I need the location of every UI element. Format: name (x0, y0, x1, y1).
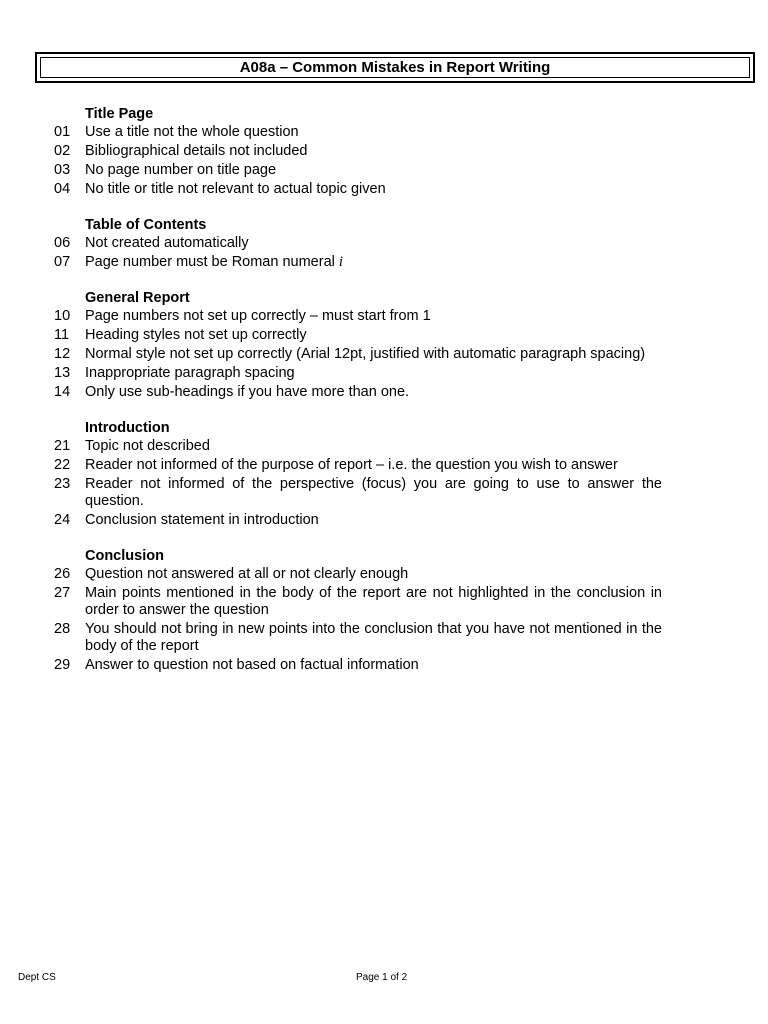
list-item (50, 327, 662, 344)
list-item (50, 346, 662, 363)
section-table-of-contents (50, 216, 662, 271)
document-title: A08a – Common Mistakes in Report Writing (40, 57, 750, 78)
footer-department: Dept CS (18, 972, 56, 983)
section-title-page (50, 105, 662, 198)
item-number: 26 (54, 566, 71, 582)
list-item (50, 657, 662, 674)
list-item (50, 457, 662, 474)
section-conclusion (50, 547, 662, 674)
section-general-report (50, 289, 662, 401)
item-number: 29 (54, 657, 71, 673)
item-number: 01 (54, 124, 71, 140)
item-number: 28 (54, 621, 71, 637)
section-heading: General Report (85, 290, 190, 306)
item-number: 07 (54, 254, 71, 270)
item-text: Topic not described (85, 438, 210, 454)
list-item (50, 438, 662, 455)
item-text: Reader not informed of the perspective (focus) you are going to use to answer the question. (85, 476, 662, 509)
list-item (50, 235, 662, 252)
document-content (50, 105, 662, 692)
item-text: Page numbers not set up correctly – must start from 1 (85, 308, 431, 324)
item-text: Use a title not the whole question (85, 124, 299, 140)
item-number: 02 (54, 143, 71, 159)
document-title-box (35, 52, 755, 83)
item-number: 24 (54, 512, 71, 528)
item-text: Answer to question not based on factual information (85, 657, 419, 673)
item-number: 27 (54, 585, 71, 601)
item-number: 11 (54, 327, 70, 343)
item-number: 22 (54, 457, 71, 473)
item-text: You should not bring in new points into the conclusion that you have not mentioned in the body of the report (85, 621, 662, 654)
item-text: Only use sub-headings if you have more than one. (85, 384, 410, 400)
list-item (50, 143, 662, 160)
item-number: 10 (54, 308, 71, 324)
list-item (50, 512, 662, 529)
item-text: No title or title not relevant to actual topic given (85, 181, 386, 197)
list-item (50, 124, 662, 141)
footer-page-number: Page 1 of 2 (356, 972, 408, 983)
item-text: Main points mentioned in the body of the report are not highlighted in the conclusion in order to answer the question (85, 585, 662, 618)
item-text: Normal style not set up correctly (Arial 12pt, justified with automatic paragraph spacing) (85, 346, 646, 362)
item-text: Heading styles not set up correctly (85, 327, 307, 343)
section-heading: Title Page (85, 106, 154, 122)
list-item (50, 384, 662, 401)
item-text: No page number on title page (85, 162, 277, 178)
item-number: 12 (54, 346, 71, 362)
item-text: Not created automatically (85, 235, 249, 251)
item-text: Page number must be Roman numeral (85, 254, 339, 270)
list-item (50, 476, 662, 510)
item-number: 21 (54, 438, 71, 454)
list-item (50, 365, 662, 382)
item-number: 03 (54, 162, 71, 178)
item-text: Conclusion statement in introduction (85, 512, 319, 528)
section-heading: Table of Contents (85, 217, 207, 233)
roman-numeral: i (338, 254, 343, 270)
item-text: Question not answered at all or not clearly enough (85, 566, 409, 582)
section-introduction (50, 419, 662, 529)
list-item (50, 162, 662, 179)
item-text: Inappropriate paragraph spacing (85, 365, 295, 381)
item-number: 14 (54, 384, 71, 400)
item-number: 06 (54, 235, 71, 251)
item-text: Bibliographical details not included (85, 143, 308, 159)
item-text-wrapper (85, 254, 662, 271)
list-item (50, 585, 662, 619)
list-item (50, 566, 662, 583)
section-heading: Introduction (85, 420, 170, 436)
list-item (50, 181, 662, 198)
item-number: 04 (54, 181, 71, 197)
section-heading: Conclusion (85, 548, 164, 564)
list-item (50, 308, 662, 325)
item-number: 13 (54, 365, 71, 381)
item-number: 23 (54, 476, 71, 492)
list-item (50, 621, 662, 655)
item-text: Reader not informed of the purpose of report – i.e. the question you wish to answer (85, 457, 618, 473)
list-item (50, 254, 662, 271)
